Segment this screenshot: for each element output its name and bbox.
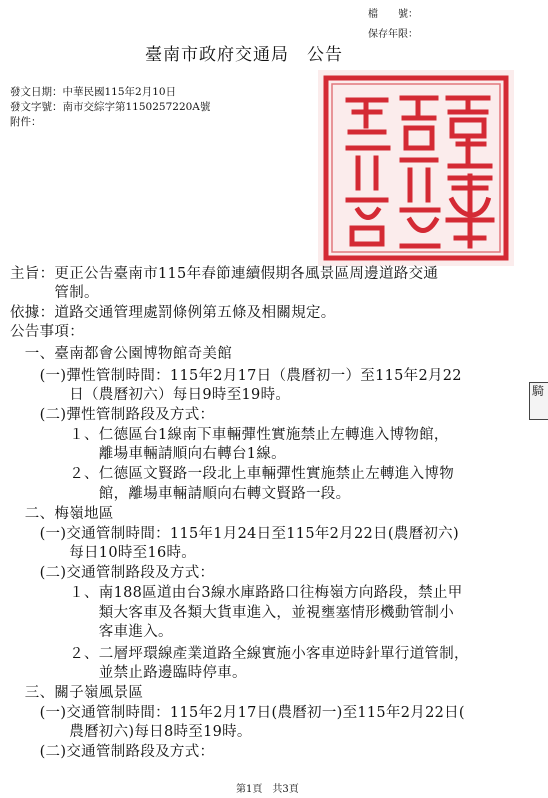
body-line: １、仁德區台1線南下車輛彈性實施禁止左轉進入博物館， xyxy=(10,427,449,443)
official-seal-stamp xyxy=(318,70,514,266)
body-line: 三、關子嶺風景區 xyxy=(10,685,144,701)
body-line: (一)交通管制時間：115年1月24日至115年2月22日(農曆初六) xyxy=(10,526,459,542)
body-line: (二)交通管制路段及方式： xyxy=(10,565,215,581)
edge-stamp-text: 騎 xyxy=(532,384,545,398)
body-line: 每日10時至16時。 xyxy=(10,545,197,561)
edge-seal-stamp xyxy=(529,382,548,420)
body-line: 依據：道路交通管理處罰條例第五條及相關規定。 xyxy=(10,305,336,321)
document-number: 發文字號：南市交綜字第1150257220A號 xyxy=(10,101,211,113)
body-line: (一)交通管制時間：115年2月17日(農曆初一)至115年2月22日( xyxy=(10,705,465,721)
body-line: 客車進入。 xyxy=(10,624,173,640)
body-line: (二)彈性管制路段及方式： xyxy=(10,407,215,423)
body-line: 館，離場車輛請順向右轉文賢路一段。 xyxy=(10,486,351,502)
body-line: １、南188區道由台3線水庫路路口往梅嶺方向路段，禁止甲 xyxy=(10,585,463,601)
body-line: 離場車輛請順向右轉台1線。 xyxy=(10,446,286,462)
body-line: 二、梅嶺地區 xyxy=(10,506,114,522)
body-line: 類大客車及各類大貨車進入，並視壅塞情形機動管制小 xyxy=(10,605,454,621)
body-line: (一)彈性管制時間：115年2月17日（農曆初一）至115年2月22 xyxy=(10,368,462,384)
body-line: ２、仁德區文賢路一段北上車輛彈性實施禁止左轉進入博物 xyxy=(10,466,454,482)
seal-graphic xyxy=(318,70,514,266)
body-line: ２、二層坪環線產業道路全線實施小客車逆時針單行道管制， xyxy=(10,646,469,662)
body-line: 一、臺南都會公園博物館奇美館 xyxy=(10,346,232,362)
retention-label: 保存年限： xyxy=(368,29,418,40)
body-line: 並禁止路邊臨時停車。 xyxy=(10,665,247,681)
page-number: 第1頁 共3頁 xyxy=(236,784,299,795)
body-line: (二)交通管制路段及方式： xyxy=(10,744,215,760)
body-line: 公告事項： xyxy=(10,324,84,340)
body-line: 管制。 xyxy=(10,285,99,301)
body-line: 日（農曆初六）每日9時至19時。 xyxy=(10,387,291,403)
file-number-label: 檔 號： xyxy=(368,9,418,20)
page-title: 臺南市政府交通局 公告 xyxy=(145,45,343,65)
body-line: 農曆初六)每日8時至19時。 xyxy=(10,724,252,740)
attachment-label: 附件： xyxy=(10,116,42,128)
issue-date: 發文日期：中華民國115年2月10日 xyxy=(10,86,177,98)
body-line: 主旨：更正公告臺南市115年春節連續假期各風景區周邊道路交通 xyxy=(10,266,439,282)
